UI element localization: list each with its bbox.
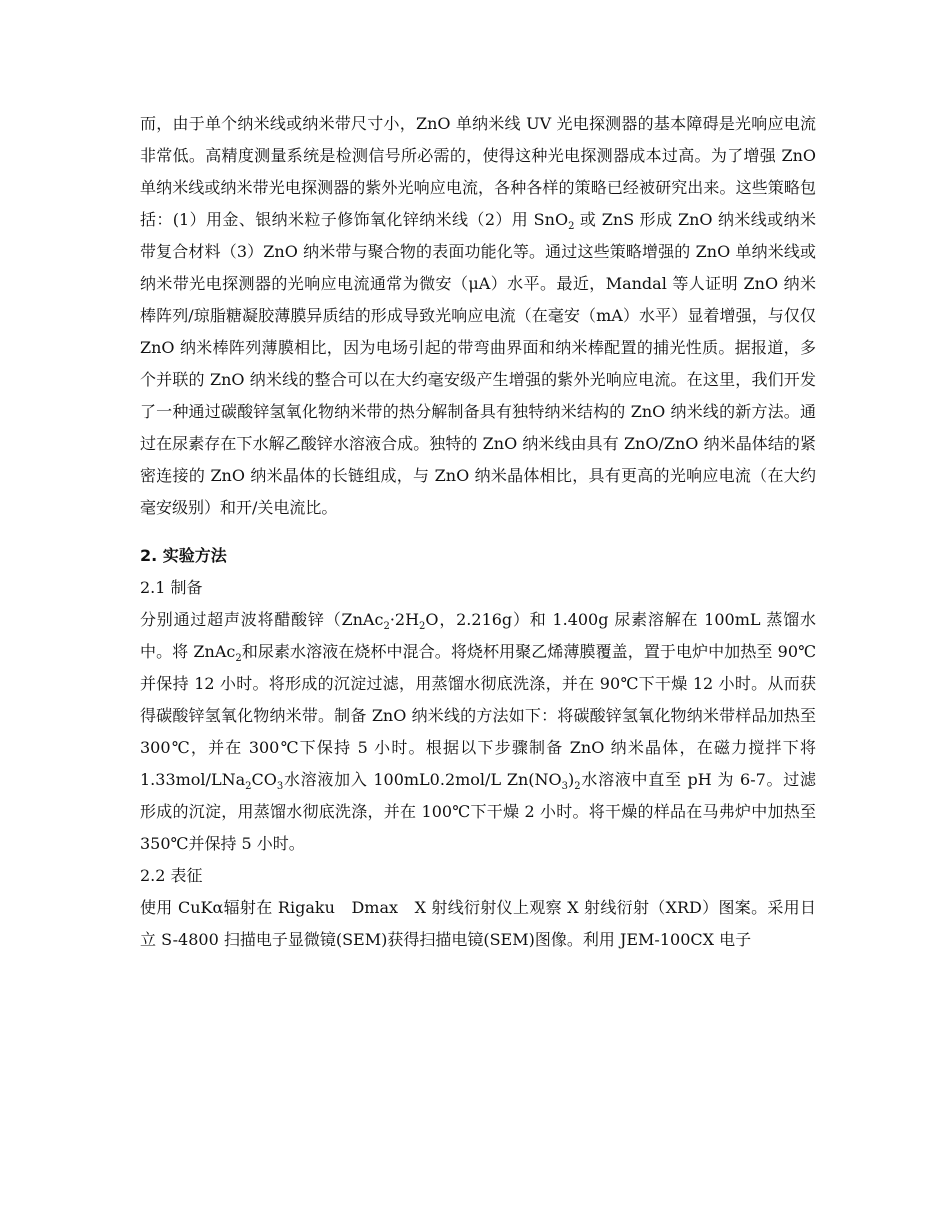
- subscript: 3: [276, 781, 284, 793]
- text-run: O，2.216g）和 1.400g 尿素溶解在 100mL 蒸馏水中。将 ZnAc: [140, 610, 816, 661]
- text-run: 水溶液加入 100mL0.2mol/L Zn(NO: [283, 770, 562, 789]
- document-page: [140, 108, 816, 956]
- subscript: 2: [568, 221, 575, 233]
- subsection-heading-characterization: 2.2 表征: [140, 866, 203, 885]
- text-run: ): [568, 770, 575, 789]
- subscript: 2: [574, 781, 581, 793]
- text-run: 而，由于单个纳米线或纳米带尺寸小，ZnO 单纳米线 UV 光电探测器的基本障碍是光响应电流非常低。高精度测量系统是检测信号所必需的，使得这种光电探测器成本过高。为了增强 ZnO 单纳米线或纳米带光电探测器的紫外光响应电流，各种各样的策略已经被研究出来。这些策略包括：(1）用金、银纳米粒子修饰氧化锌纳米线（2）用 SnO: [140, 114, 816, 229]
- text-run: 水溶液中直至 pH 为 6-7。过滤形成的沉淀，用蒸馏水彻底洗涤，并在 100℃下干燥 2 小时。将干燥的样品在马弗炉中加热至 350℃并保持 5 小时。: [140, 770, 816, 853]
- subscript: 2: [383, 621, 390, 633]
- characterization-paragraph: 使用 CuKα辐射在 Rigaku Dmax X 射线衍射仪上观察 X 射线衍射（XRD）图案。采用日立 S-4800 扫描电子显微镜(SEM)获得扫描电镜(SEM)图像。利用 JEM-100CX 电子: [140, 898, 816, 949]
- text-run: 分别通过超声波将醋酸锌（ZnAc: [140, 610, 384, 629]
- text-run: ·2H: [389, 610, 420, 629]
- text-run: 或 ZnS 形成 ZnO 纳米线或纳米带复合材料（3）ZnO 纳米带与聚合物的表面功能化等。通过这些策略增强的 ZnO 单纳米线或纳米带光电探测器的光响应电流通常为微安（μA）水平。最近，Mandal 等人证明 ZnO 纳米棒阵列/琼脂糖凝胶薄膜异质结的形成导致光响应电流（在毫安（mA）水平）显着增强，与仅仅 ZnO 纳米棒阵列薄膜相比，因为电场引起的带弯曲界面和纳米棒配置的捕光性质。据报道，多个并联的 ZnO 纳米线的整合可以在大约毫安级产生增强的紫外光响应电流。在这里，我们开发了一种通过碳酸锌氢氧化物纳米带的热分解制备具有独特纳米结构的 ZnO 纳米线的新方法。通过在尿素存在下水解乙酸锌水溶液合成。独特的 ZnO 纳米线由具有 ZnO/ZnO 纳米晶体结的紧密连接的 ZnO 纳米晶体的长链组成，与 ZnO 纳米晶体相比，具有更高的光响应电流（在大约毫安级别）和开/关电流比。: [140, 210, 816, 517]
- subscript: 2: [235, 653, 242, 665]
- subscript: 2: [419, 621, 426, 633]
- text-run: 和尿素水溶液在烧杯中混合。将烧杯用聚乙烯薄膜覆盖，置于电炉中加热至 90℃并保持 12 小时。将形成的沉淀过滤，用蒸馏水彻底洗涤，并在 90℃下干燥 12 小时。从而获得碳酸锌氢氧化物纳米带。制备 ZnO 纳米线的方法如下：将碳酸锌氢氧化物纳米带样品加热至 300℃，并在 300℃下保持 5 小时。根据以下步骤制备 ZnO 纳米晶体，在磁力搅拌下将 1.33mol/LNa: [140, 642, 816, 789]
- subscript: 3: [561, 781, 569, 793]
- subsection-heading-preparation: 2.1 制备: [140, 578, 203, 597]
- preparation-paragraph: [140, 604, 816, 860]
- intro-paragraph: [140, 108, 816, 524]
- subscript: 2: [245, 781, 252, 793]
- section-heading: 2. 实验方法: [140, 546, 227, 565]
- text-run: CO: [251, 770, 277, 789]
